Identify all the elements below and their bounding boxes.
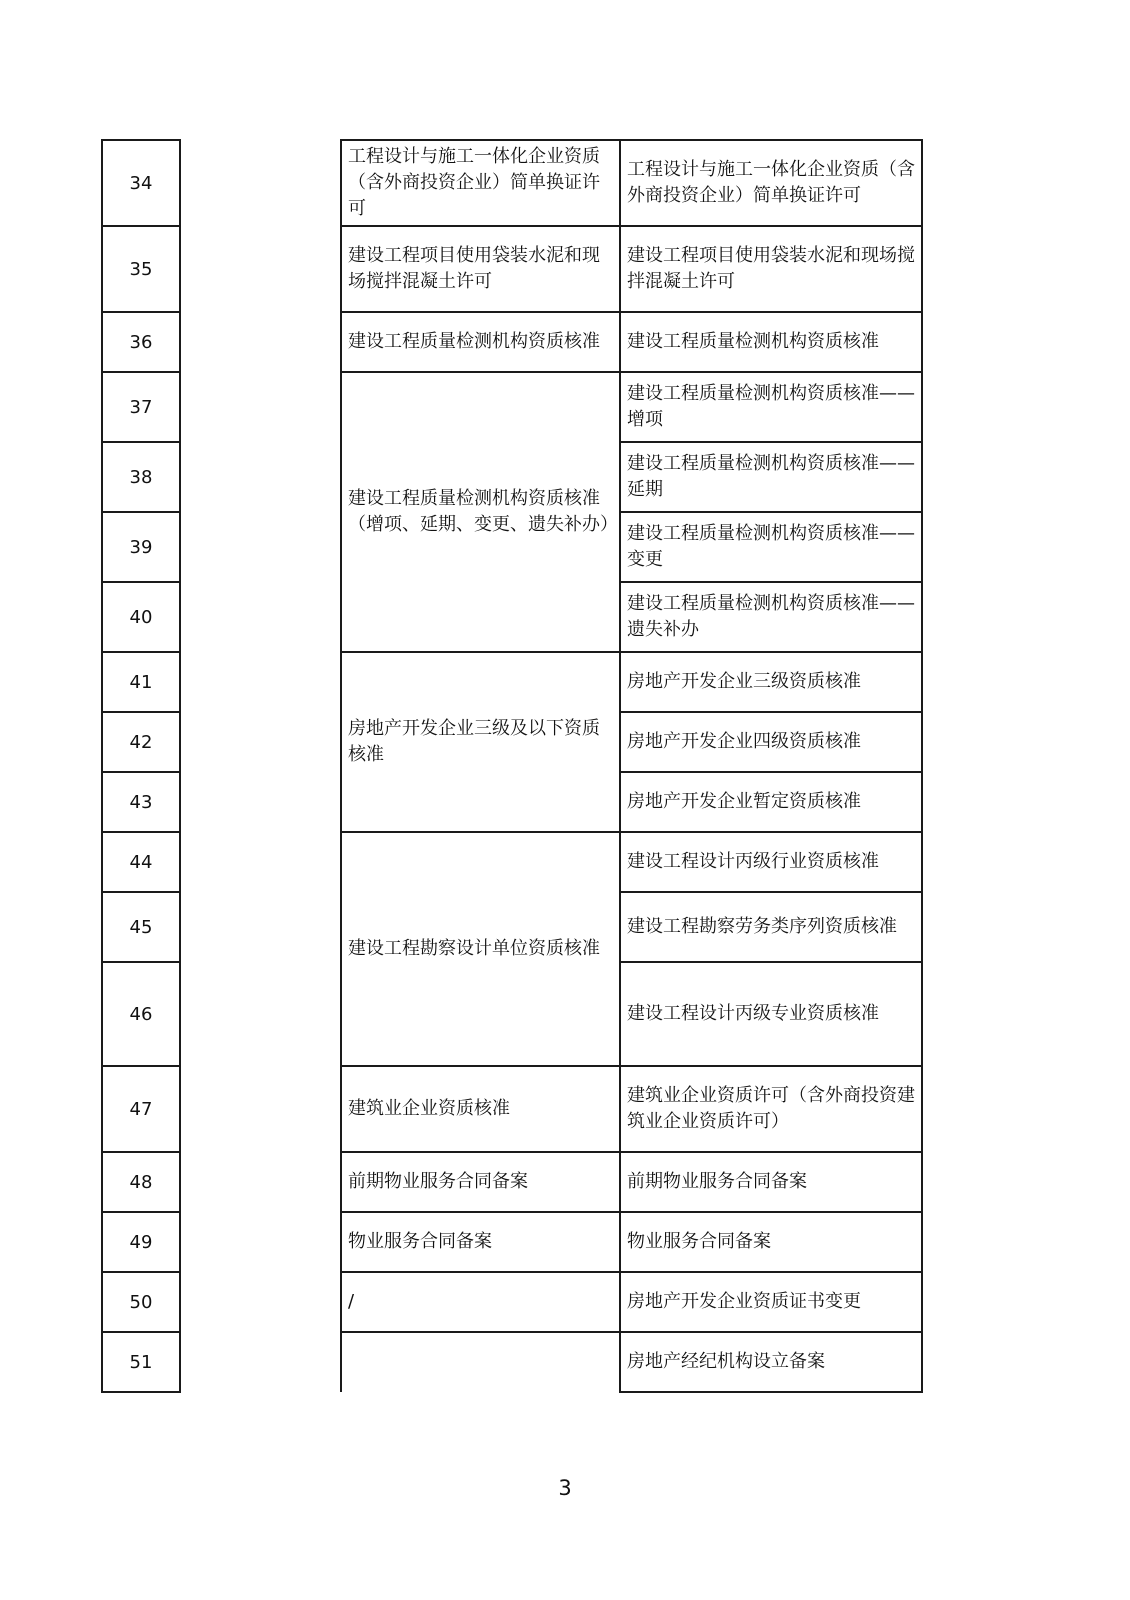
row-number: 48 [102, 1152, 180, 1212]
adjusted-item-cell: 房地产开发企业暂定资质核准 [620, 772, 922, 832]
row-number: 49 [102, 1212, 180, 1272]
row-number: 50 [102, 1272, 180, 1332]
adjusted-item-cell: 建筑业企业资质许可（含外商投资建筑业企业资质许可） [620, 1066, 922, 1152]
adjusted-item-cell: 房地产开发企业资质证书变更 [620, 1272, 922, 1332]
original-item-cell: 物业服务合同备案 [341, 1212, 620, 1272]
row-number: 51 [102, 1332, 180, 1392]
row-number: 35 [102, 226, 180, 312]
adjusted-item-cell: 前期物业服务合同备案 [620, 1152, 922, 1212]
adjusted-item-cell: 房地产经纪机构设立备案 [620, 1332, 922, 1392]
row-number: 41 [102, 652, 180, 712]
adjusted-item-cell: 建设工程勘察劳务类序列资质核准 [620, 892, 922, 962]
adjusted-item-cell: 建设工程质量检测机构资质核准——变更 [620, 512, 922, 582]
original-item-cell: 建筑业企业资质核准 [341, 1066, 620, 1152]
adjusted-item-cell: 房地产开发企业四级资质核准 [620, 712, 922, 772]
adjusted-item-cell: 建设工程项目使用袋装水泥和现场搅拌混凝土许可 [620, 226, 922, 312]
adjusted-item-cell: 建设工程质量检测机构资质核准——遗失补办 [620, 582, 922, 652]
row-number: 42 [102, 712, 180, 772]
adjusted-item-cell: 建设工程质量检测机构资质核准——延期 [620, 442, 922, 512]
row-number: 36 [102, 312, 180, 372]
original-item-cell: 建设工程质量检测机构资质核准 [341, 312, 620, 372]
row-number: 44 [102, 832, 180, 892]
adjusted-item-cell: 建设工程质量检测机构资质核准——增项 [620, 372, 922, 442]
row-number: 47 [102, 1066, 180, 1152]
row-number: 43 [102, 772, 180, 832]
approval-items-table [340, 139, 923, 1393]
original-item-cell: 前期物业服务合同备案 [341, 1152, 620, 1212]
row-number: 34 [102, 140, 180, 226]
original-item-cell: 建设工程项目使用袋装水泥和现场搅拌混凝土许可 [341, 226, 620, 312]
adjusted-item-cell: 物业服务合同备案 [620, 1212, 922, 1272]
original-item-cell: 房地产开发企业三级及以下资质核准 [341, 652, 620, 832]
row-number: 37 [102, 372, 180, 442]
row-number: 45 [102, 892, 180, 962]
original-item-cell [341, 1332, 620, 1392]
original-item-cell: 建设工程勘察设计单位资质核准 [341, 832, 620, 1066]
adjusted-item-cell: 建设工程设计丙级专业资质核准 [620, 962, 922, 1066]
original-item-cell: / [341, 1272, 620, 1332]
adjusted-item-cell: 房地产开发企业三级资质核准 [620, 652, 922, 712]
row-number: 38 [102, 442, 180, 512]
page-number: 3 [558, 1476, 572, 1500]
adjusted-item-cell: 工程设计与施工一体化企业资质（含外商投资企业）简单换证许可 [620, 140, 922, 226]
row-number: 46 [102, 962, 180, 1066]
row-number: 39 [102, 512, 180, 582]
adjusted-item-cell: 建设工程质量检测机构资质核准 [620, 312, 922, 372]
adjusted-item-cell: 建设工程设计丙级行业资质核准 [620, 832, 922, 892]
original-item-cell: 工程设计与施工一体化企业资质（含外商投资企业）简单换证许可 [341, 140, 620, 226]
original-item-cell: 建设工程质量检测机构资质核准（增项、延期、变更、遗失补办） [341, 372, 620, 652]
row-number-table [101, 139, 181, 1393]
row-number: 40 [102, 582, 180, 652]
